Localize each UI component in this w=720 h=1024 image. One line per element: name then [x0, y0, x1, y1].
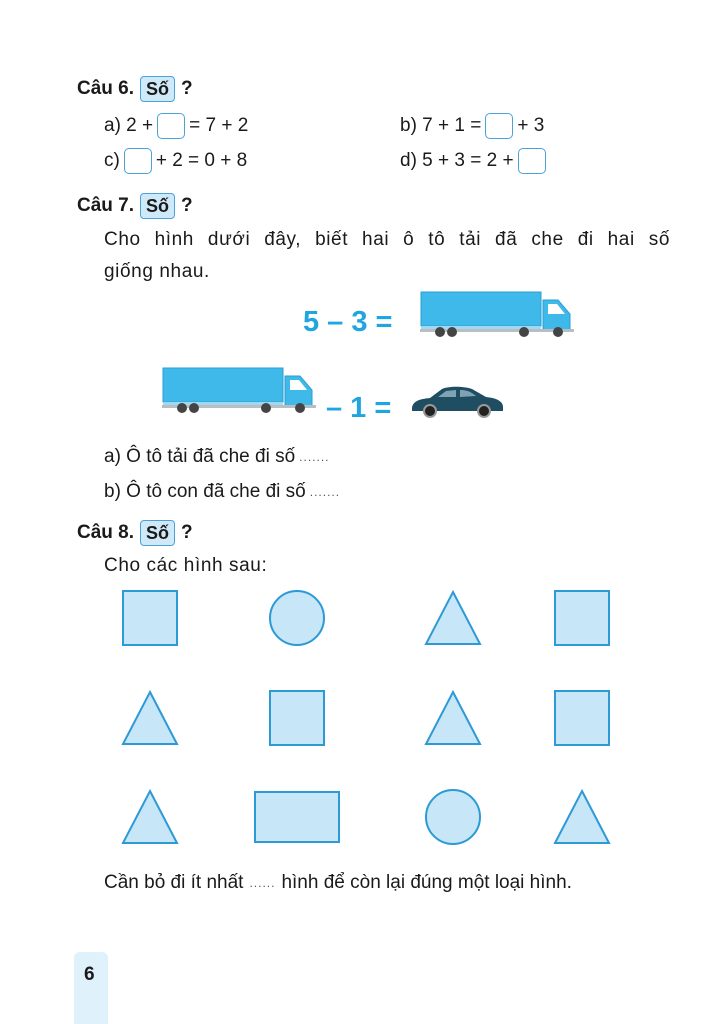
q7-b-text: b) Ô tô con đã che đi số: [104, 481, 306, 502]
q7-b: [104, 481, 340, 503]
square-shape: [552, 588, 612, 648]
q8-title: [77, 520, 193, 546]
equation-1: 5 – 3 =: [303, 306, 393, 338]
q8-answer-pre: Cần bỏ đi ít nhất: [104, 872, 244, 893]
equation-2: – 1 =: [326, 392, 392, 424]
q6-d-pre: d) 5 + 3 = 2 +: [400, 150, 514, 171]
q6-b: [400, 113, 544, 139]
answer-blank[interactable]: .......: [299, 450, 330, 464]
q7-text-line1: Cho hình dưới đây, biết hai ô tô tải đã che đi hai số: [104, 229, 670, 250]
q7-tag: Số: [140, 193, 175, 219]
q6-title: [77, 76, 193, 102]
answer-box[interactable]: [157, 113, 185, 139]
answer-box[interactable]: [124, 148, 152, 174]
square-shape: [120, 588, 180, 648]
truck-icon: [162, 366, 318, 416]
q6-b-pre: b) 7 + 1 =: [400, 115, 482, 136]
q6-c-post: + 2 = 0 + 8: [155, 150, 248, 171]
answer-blank[interactable]: ......: [249, 876, 276, 890]
page-tab: [74, 952, 108, 1024]
page-number: 6: [84, 964, 95, 985]
q6-qmark: ?: [181, 78, 193, 99]
q7-a: [104, 446, 330, 468]
q6-label: Câu 6.: [77, 78, 135, 99]
q6-c-pre: c): [104, 150, 120, 171]
q7-title: [77, 193, 193, 219]
triangle-shape: [120, 688, 180, 748]
q6-b-post: + 3: [517, 115, 545, 136]
q8-intro: Cho các hình sau:: [104, 555, 268, 576]
q7-a-text: a) Ô tô tải đã che đi số: [104, 446, 296, 467]
q8-tag: Số: [140, 520, 175, 546]
q6-a-pre: a) 2 +: [104, 115, 154, 136]
circle-shape: [267, 588, 327, 648]
answer-box[interactable]: [485, 113, 513, 139]
circle-shape: [423, 787, 483, 847]
q6-d: [400, 148, 550, 174]
q8-answer-post: hình để còn lại đúng một loại hình.: [281, 872, 572, 893]
q8-answer: [104, 872, 572, 894]
q6-tag: Số: [140, 76, 175, 102]
q6-a-post: = 7 + 2: [189, 115, 249, 136]
triangle-shape: [423, 588, 483, 648]
rectangle-shape: [252, 787, 342, 847]
answer-box[interactable]: [518, 148, 546, 174]
q8-qmark: ?: [181, 522, 193, 543]
q7-label: Câu 7.: [77, 195, 135, 216]
q7-text-line2: giống nhau.: [104, 261, 210, 282]
q7-qmark: ?: [181, 195, 193, 216]
q7-text: [104, 224, 670, 288]
car-icon: [408, 383, 506, 419]
q8-label: Câu 8.: [77, 522, 135, 543]
q6-a: [104, 113, 248, 139]
square-shape: [267, 688, 327, 748]
truck-icon: [420, 290, 576, 340]
triangle-shape: [423, 688, 483, 748]
q6-c: [104, 148, 247, 174]
triangle-shape: [120, 787, 180, 847]
triangle-shape: [552, 787, 612, 847]
square-shape: [552, 688, 612, 748]
answer-blank[interactable]: .......: [309, 485, 341, 499]
